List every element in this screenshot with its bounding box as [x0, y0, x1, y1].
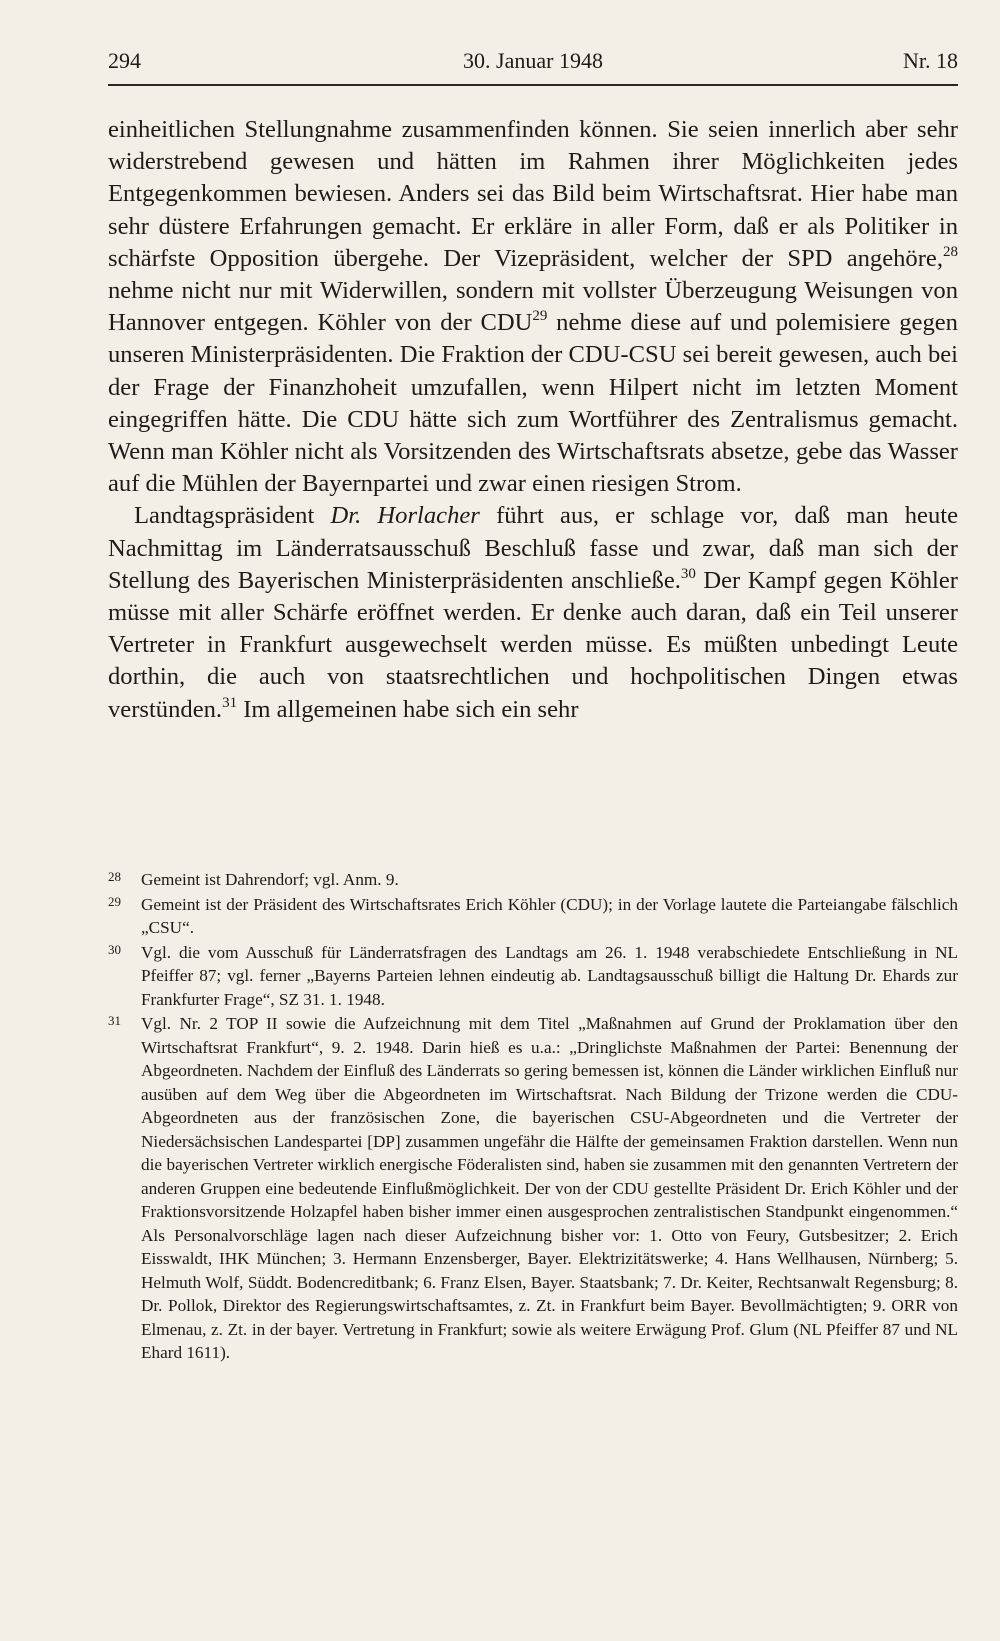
document-number: Nr. 18: [903, 48, 958, 73]
main-text: [108, 114, 958, 726]
footnote-number: 29: [108, 893, 121, 909]
running-header: [108, 48, 958, 82]
text-span: nehme diese auf und polemisiere gegen unseren Ministerpräsidenten. Die Fraktion der CDU-CSU sei bereit gewesen, auch bei der Frage der Finanzhoheit umzufallen, wenn Hilpert nicht im letzten Moment eingegriffen hätte. Die CDU hätte sich zum Wortführer des Zentralismus gemacht. Wenn man Köhler nicht als Vorsitzenden des Wirtschaftsrats absetze, gebe das Wasser auf die Mühlen der Bayernpartei und zwar einen riesigen Strom.: [108, 309, 958, 498]
header-date: 30. Januar 1948: [463, 48, 603, 73]
footnote: [108, 868, 958, 892]
footnote-text: Vgl. die vom Ausschuß für Länderratsfragen des Landtags am 26. 1. 1948 verabschiedete Entschließung in NL Pfeiffer 87; vgl. ferner „Bayerns Parteien lehnen eindeutig ab. Landtagsausschuß billigt die Haltung Dr. Ehards zur Frankfurter Frage“, SZ 31. 1. 1948.: [141, 942, 958, 1009]
footnote: [108, 1012, 958, 1365]
footnote-text: Vgl. Nr. 2 TOP II sowie die Aufzeichnung mit dem Titel „Maßnahmen auf Grund der Proklamation über den Wirtschaftsrat Frankfurt“, 9. 2. 1948. Darin hieß es u.a.: „Dringlichste Maßnahmen der Partei: Benennung der Abgeordneten. Nachdem der Einfluß des Länderrats so gering bemessen ist, können die Länder wirklichen Einfluß nur ausüben auf dem Weg über die Abgeordneten im Wirtschaftsrat. Nach Bildung der Trizone werden die CDU-Abgeordneten aus der französischen Zone, die bayerischen CSU-Abgeordneten und die Vertreter der Niedersächsischen Landespartei [DP] zusammen ungefähr die Hälfte der gemeinsamen Fraktion darstellen. Wenn nun die bayerischen Vertreter wirklich energische Föderalisten sind, haben sie zusammen mit den genannten Vertretern der anderen Gruppen eine bedeutende Einflußmöglichkeit. Der von der CDU gestellte Präsident Dr. Erich Köhler und der Fraktionsvorsitzende Holzapfel haben bisher immer einen ausgesprochen zentralistischen Standpunkt eingenommen.“ Als Personalvorschläge lagen nach dieser Aufzeichnung bisher vor: 1. Otto von Feury, Gutsbesitzer; 2. Erich Eisswaldt, IHK München; 3. Hermann Enzensberger, Bayer. Elektrizitätswerke; 4. Hans Wellhausen, Nürnberg; 5. Helmuth Wolf, Süddt. Bodencreditbank; 6. Franz Elsen, Bayer. Staatsbank; 7. Dr. Keiter, Rechtsanwalt Regensburg; 8. Dr. Pollok, Direktor des Regierungswirtschaftsamtes, z. Zt. in Frankfurt beim Bayer. Bevollmächtigten; 9. ORR von Elmenau, z. Zt. in der bayer. Vertretung in Frankfurt; sowie als weitere Erwägung Prof. Glum (NL Pfeiffer 87 und NL Ehard 1611).: [141, 1014, 958, 1362]
footnote-ref-28: 28: [943, 243, 958, 260]
text-span: Im allgemeinen habe sich ein sehr: [237, 695, 579, 723]
footnotes: [108, 868, 958, 1366]
text-span: nehme nicht nur mit Widerwillen, sondern mit vollster Überzeugung Weisungen von Hannover entgegen. Köhler von der CDU: [108, 277, 958, 337]
footnote-ref-29: 29: [532, 308, 548, 325]
text-span: einheitlichen Stellungnahme zusammenfinden können. Sie seien innerlich aber sehr widerstrebend gewesen und hätten im Rahmen ihrer Möglichkeiten jedes Entgegenkommen bewiesen. Anders sei das Bild beim Wirtschaftsrat. Hier habe man sehr düstere Erfahrungen gemacht. Er erkläre in aller Form, daß er als Politiker in schärfste Opposition übergehe. Der Vizepräsident, welcher der SPD angehöre,: [108, 116, 958, 272]
footnote-number: 31: [108, 1013, 121, 1028]
page-number: 294: [108, 48, 141, 73]
paragraph-2: [108, 500, 958, 725]
footnote-number: 30: [108, 941, 121, 957]
header-rule: [108, 84, 958, 86]
footnote-ref-30: 30: [680, 565, 696, 582]
footnote-text: Gemeint ist Dahrendorf; vgl. Anm. 9.: [141, 870, 399, 889]
text-span: führt aus, er schlage vor, daß man heute Nachmittag im Länderratsausschuß Beschluß fasse und zwar, daß man sich der Stellung des Bayerischen Ministerpräsidenten anschließe.: [108, 502, 958, 594]
paragraph-1: [108, 114, 958, 500]
text-span: Landtagspräsident: [134, 502, 331, 530]
text-span: Der Kampf gegen Köhler müsse mit aller Schärfe eröffnet werden. Er denke auch daran, daß ein Teil unserer Vertreter in Frankfurt ausgewechselt werden müsse. Es müßten unbedingt Leute dorthin, die auch von staatsrechtlichen und hochpolitischen Dingen etwas verstünden.: [108, 566, 958, 723]
footnote-ref-31: 31: [222, 694, 238, 711]
speaker-name: Dr. Horlacher: [330, 502, 480, 530]
footnote-number: 28: [108, 869, 121, 884]
footnote: [108, 941, 958, 1012]
footnote: [108, 893, 958, 940]
footnote-text: Gemeint ist der Präsident des Wirtschaftsrates Erich Köhler (CDU); in der Vorlage lautete die Parteiangabe fälschlich „CSU“.: [141, 894, 958, 937]
